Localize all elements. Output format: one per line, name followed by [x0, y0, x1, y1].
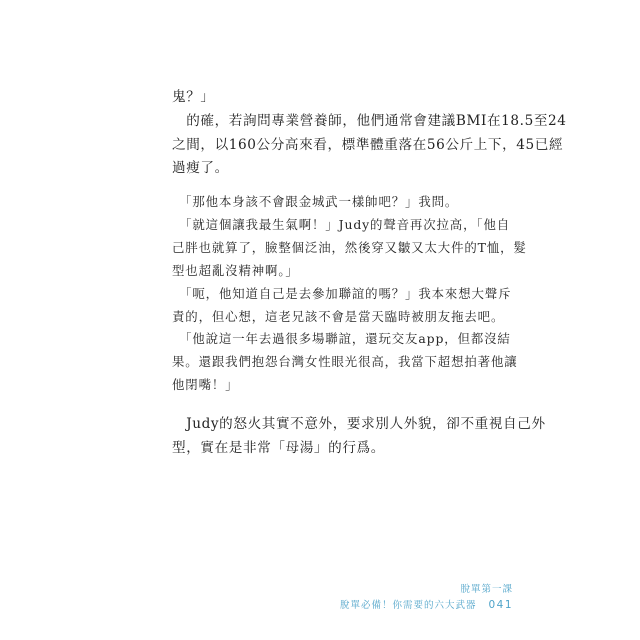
- dialogue-line: 「那他本身該不會跟金城武一樣帥吧？」我問。: [172, 194, 459, 209]
- text-line: Judy的怒火其實不意外，要求別人外貌，卻不重視自己外: [172, 416, 546, 432]
- dialogue-line: 果。還跟我們抱怨台灣女性眼光很高，我當下超想拍著他讓: [172, 354, 518, 369]
- footer-chapter: 脫單第一課: [460, 584, 513, 595]
- dialogue-line: 己胖也就算了，臉整個泛油，然後穿又皺又太大件的T恤，髮: [172, 240, 527, 255]
- footer-title: 脫單必備！你需要的六大武器: [339, 600, 477, 611]
- dialogue-line: 型也超亂沒精神啊。」: [172, 263, 299, 278]
- dialogue-line: 「呃，他知道自己是去參加聯誼的嗎？」我本來想大聲斥: [172, 286, 512, 301]
- dialogue-line: 責的，但心想，這老兄該不會是當天臨時被朋友拖去吧。: [172, 309, 505, 324]
- text-line: 之間，以160公分高來看，標準體重落在56公斤上下，45已經: [172, 137, 564, 153]
- dialogue-line: 「就這個讓我最生氣啊！」Judy的聲音再次拉高，「他自: [172, 217, 511, 232]
- text-line: 的確，若詢問專業營養師，他們通常會建議BMI在18.5至24: [172, 113, 567, 129]
- text-line: 鬼？」: [172, 89, 215, 105]
- dialogue-line: 「他說這一年去過很多場聯誼，還玩交友app，但都沒結: [172, 331, 511, 346]
- dialogue-line: 他閉嘴！」: [172, 377, 239, 392]
- footer-row: [340, 597, 513, 611]
- text-line: 過瘦了。: [172, 160, 229, 176]
- page-number: 041: [488, 599, 513, 611]
- text-line: 型，實在是非常「母湯」的行爲。: [172, 440, 385, 456]
